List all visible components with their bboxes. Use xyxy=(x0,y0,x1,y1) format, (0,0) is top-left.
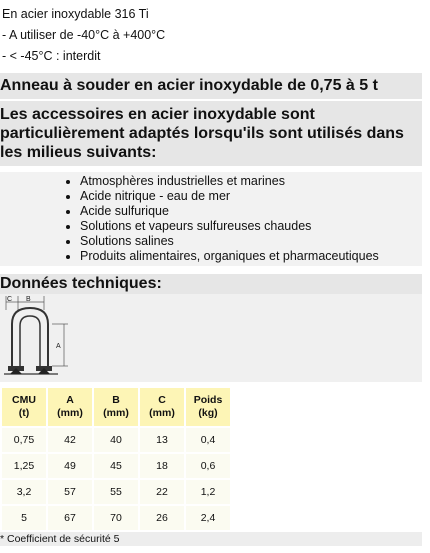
table-row xyxy=(2,428,230,452)
material-line: En acier inoxydable 316 Ti xyxy=(2,7,149,21)
dimension-a-label: A xyxy=(56,343,61,350)
table-row xyxy=(2,454,230,478)
cell-a: 49 xyxy=(48,454,92,478)
cell-b: 55 xyxy=(94,480,138,504)
temperature-range-line: - A utiliser de -40°C à +400°C xyxy=(2,28,166,42)
cell-weight: 2,4 xyxy=(186,506,230,530)
temperature-forbidden-line: - < -45°C : interdit xyxy=(2,49,101,63)
technical-data-heading: Données techniques: xyxy=(0,274,422,294)
table-header-row xyxy=(2,388,230,426)
cell-c: 26 xyxy=(140,506,184,530)
cell-b: 45 xyxy=(94,454,138,478)
list-item: • Solutions salines xyxy=(80,234,422,249)
uses-heading: Les accessoires en acier inoxydable sont particulièrement adaptés lorsqu'ils sont utilisés dans les milieus suivants: xyxy=(0,101,422,166)
dimension-b-label: B xyxy=(26,296,31,303)
dimension-c-label: C xyxy=(7,296,13,303)
uses-list-block xyxy=(0,172,422,266)
list-item: • Acide sulfurique xyxy=(80,204,422,219)
cell-b: 40 xyxy=(94,428,138,452)
cell-weight: 0,4 xyxy=(186,428,230,452)
ring-diagram-area xyxy=(0,294,422,382)
weld-ring-diagram xyxy=(2,294,82,380)
cell-cmu: 1,25 xyxy=(2,454,46,478)
table-row xyxy=(2,480,230,504)
cell-c: 13 xyxy=(140,428,184,452)
product-title: Anneau à souder en acier inoxydable de 0,75 à 5 t xyxy=(0,73,422,99)
list-item: • Solutions et vapeurs sulfureuses chaudes xyxy=(80,219,422,234)
cell-weight: 0,6 xyxy=(186,454,230,478)
list-item: • Produits alimentaires, organiques et pharmaceutiques xyxy=(80,249,422,264)
cell-a: 67 xyxy=(48,506,92,530)
cell-c: 22 xyxy=(140,480,184,504)
header-b: B (mm) xyxy=(94,388,138,426)
list-item: • Atmosphères industrielles et marines xyxy=(80,174,422,189)
uses-list xyxy=(0,174,422,264)
cell-cmu: 5 xyxy=(2,506,46,530)
header-c: C (mm) xyxy=(140,388,184,426)
list-item: • Acide nitrique - eau de mer xyxy=(80,189,422,204)
cell-a: 42 xyxy=(48,428,92,452)
table-row xyxy=(2,506,230,530)
cell-a: 57 xyxy=(48,480,92,504)
header-a: A (mm) xyxy=(48,388,92,426)
cell-b: 70 xyxy=(94,506,138,530)
safety-factor-footnote: * Coefficient de sécurité 5 xyxy=(0,532,422,546)
intro-block xyxy=(0,0,430,67)
header-weight: Poids (kg) xyxy=(186,388,230,426)
cell-cmu: 3,2 xyxy=(2,480,46,504)
cell-weight: 1,2 xyxy=(186,480,230,504)
cell-cmu: 0,75 xyxy=(2,428,46,452)
header-cmu: CMU (t) xyxy=(2,388,46,426)
technical-data-table xyxy=(0,386,232,532)
cell-c: 18 xyxy=(140,454,184,478)
